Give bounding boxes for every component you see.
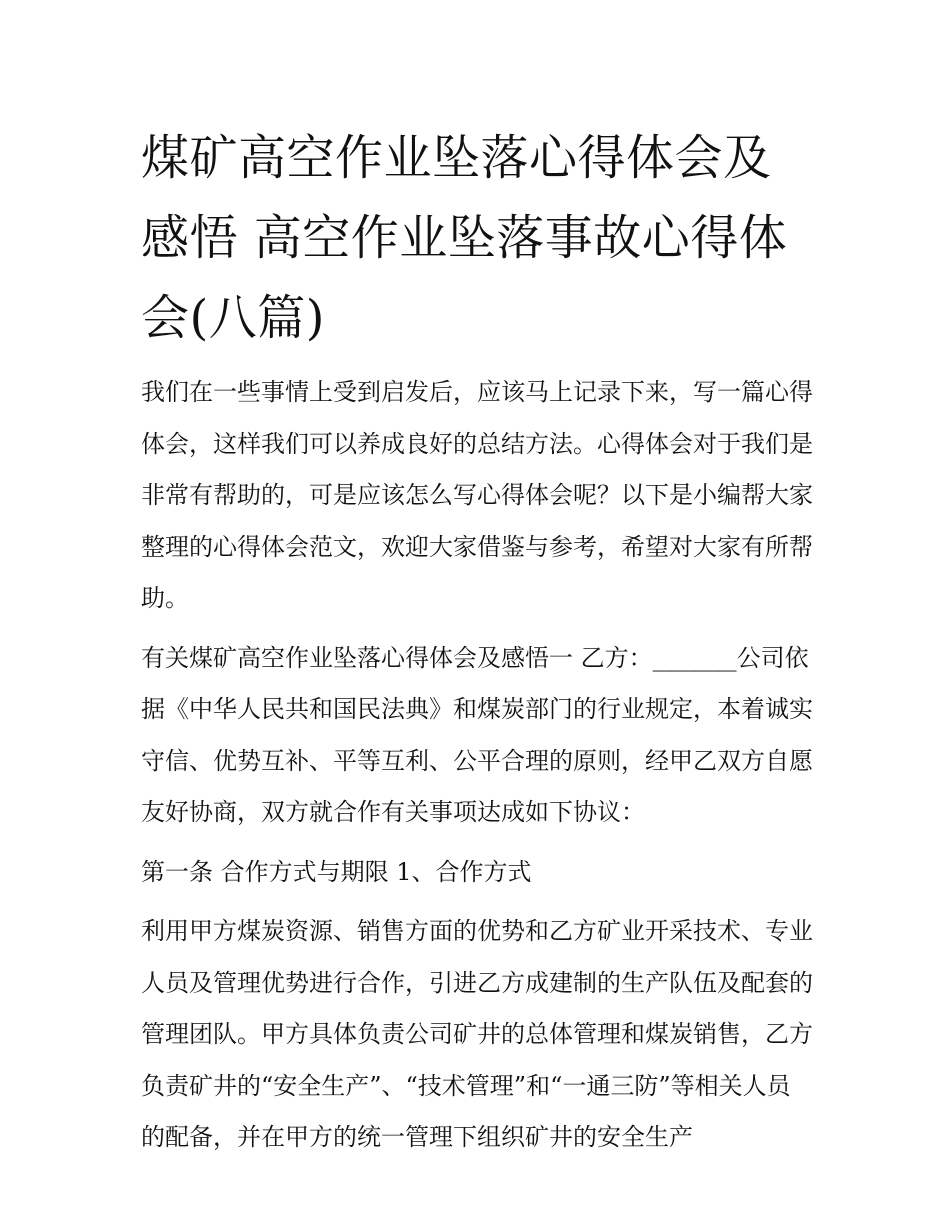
agreement-paragraph: 有关煤矿高空作业坠落心得体会及感悟一 乙方：_______公司依据《中华人民共和国民法典》和煤炭部门的行业规定，本着诚实守信、优势互补、平等互利、公平合理的原则，经甲乙双方自愿友好协商，双方就合作有关事项达成如下协议： <box>141 643 813 826</box>
cooperation-paragraph: 利用甲方煤炭资源、销售方面的优势和乙方矿业开采技术、专业人员及管理优势进行合作，引进乙方成建制的生产队伍及配套的管理团队。甲方具体负责公司矿井的总体管理和煤炭销售，乙方负责矿井的“安全生产”、“技术管理”和“一通三防”等相关人员的配备，并在甲方的统一管理下组织矿井的安全生产 <box>141 917 813 1151</box>
intro-paragraph: 我们在一些事情上受到启发后，应该马上记录下来，写一篇心得体会，这样我们可以养成良好的总结方法。心得体会对于我们是非常有帮助的，可是应该怎么写心得体会呢？以下是小编帮大家整理的心得体会范文，欢迎大家借鉴与参考，希望对大家有所帮助。 <box>141 378 813 612</box>
document-body <box>141 118 813 1164</box>
document-title: 煤矿高空作业坠落心得体会及感悟 高空作业坠落事故心得体会(八篇) <box>141 130 788 346</box>
article-heading: 第一条 合作方式与期限 1、合作方式 <box>141 857 532 886</box>
